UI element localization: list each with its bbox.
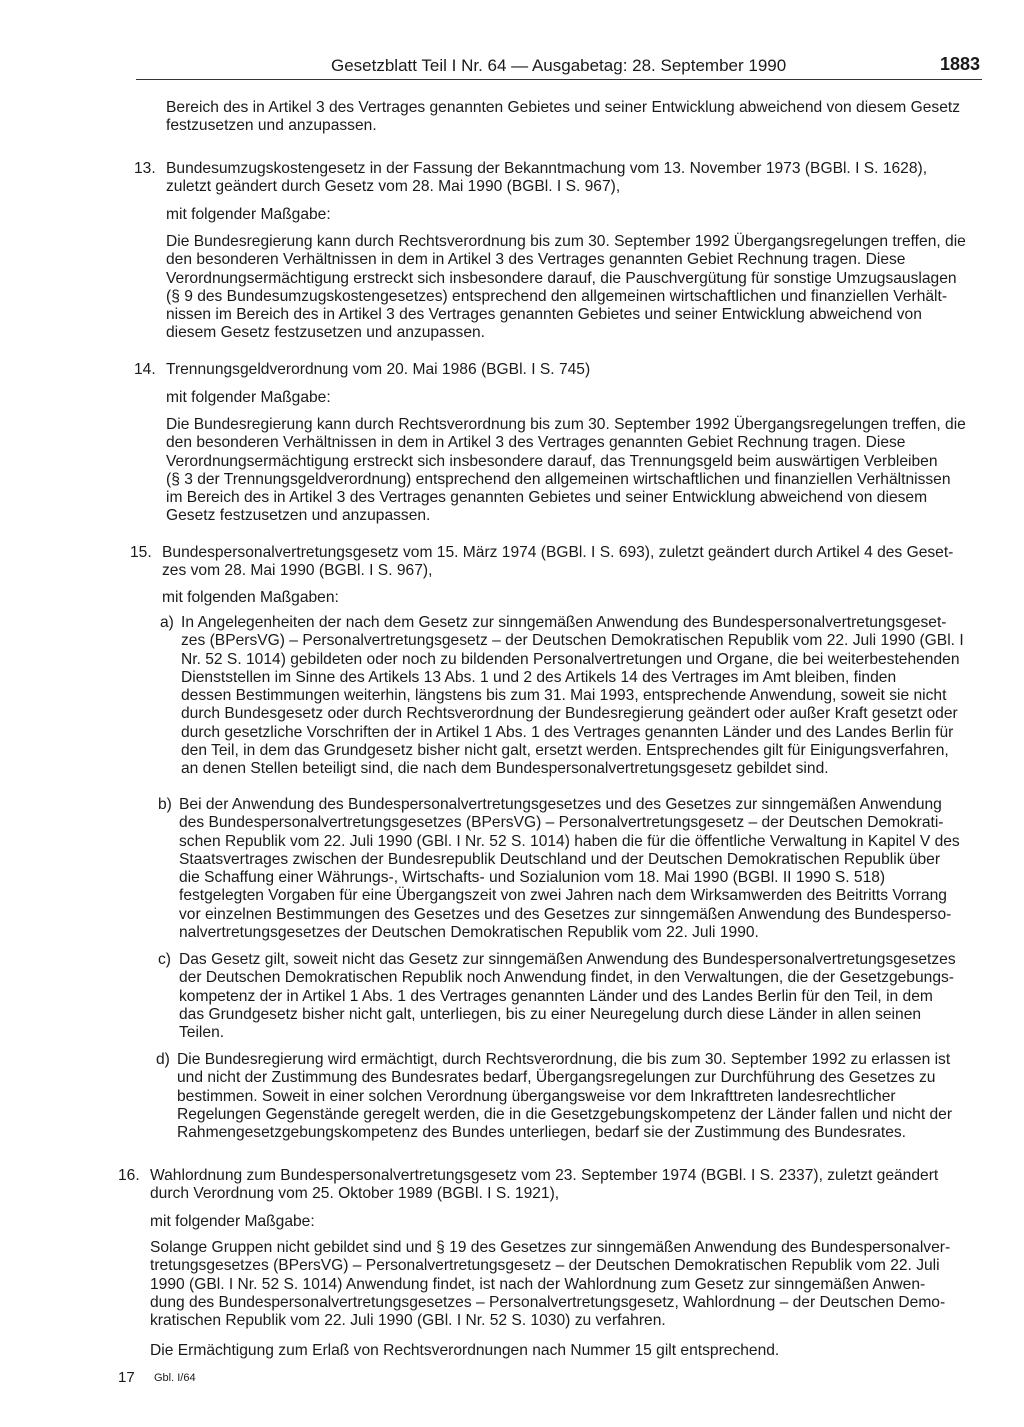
item-number: 15. [130,544,152,561]
text-line: mit folgender Maßgabe: [150,1213,315,1230]
gazette-title: Gesetzblatt Teil I Nr. 64 — Ausgabetag: 28. September 1990 [331,56,787,75]
text-line: der Deutschen Demokratischen Republik noch Anwendung findet, in den Verwaltungen, die der Gesetzgebungs- [179,969,954,987]
text-line: zes vom 28. Mai 1990 (BGBl. I S. 967), [162,562,433,580]
page-number: 1883 [939,54,980,74]
item-16-title [150,1167,972,1204]
text-line: Bundespersonalvertretungsgesetz vom 15. März 1974 (BGBl. I S. 693), zuletzt geändert durch Artikel 4 des Geset- [162,544,954,561]
text-line: schen Republik vom 22. Juli 1990 (GBl. I Nr. 52 S. 1014) haben die für die öffentliche Verwaltung in Kapitel V des [179,832,960,850]
text-line: den Teil, in dem das Grundgesetz bisher nicht galt, ersetzt werden. Entsprechendes gilt für Einigungsverfahren, [181,742,949,760]
item-13-intro [166,206,981,224]
text-line: kompetenz der in Artikel 1 Abs. 1 des Vertrages genannten Länder und des Landes Berlin für den Teil, in dem [179,987,933,1005]
item-13-body [166,233,981,343]
item-14-title [166,361,981,379]
item-15d-text [177,1051,972,1142]
item-14-body [166,416,981,526]
text-line: das Grundgesetz bisher nicht galt, unterliegen, bis zu einer Neuregelung durch diese Länder in allen seinen [179,1005,922,1023]
text-line: mit folgender Maßgabe: [166,389,331,406]
item-number: 14. [134,361,156,378]
text-line: Rahmengesetzgebungskompetenz des Bundes unterliegen, bedarf sie der Zustimmung des Bundesrates. [177,1124,907,1142]
footer-code: Gbl. I/64 [154,1372,196,1384]
item-15b-text [179,796,974,942]
continuation-paragraph [166,99,981,136]
item-number: 16. [118,1167,140,1184]
text-line: Staatsvertrages zwischen der Bundesrepublik Deutschland und der Deutschen Demokratischen Republik über [179,850,941,868]
text-line: an denen Stellen beteiligt sind, die nach dem Bundespersonalvertretungsgesetz gebildet sind. [181,760,829,778]
item-16-closing [150,1342,972,1360]
text-line: Bundesumzugskostengesetz in der Fassung der Bekanntmachung vom 13. November 1973 (BGBl. I S. 1628), [166,160,928,177]
subitem-label: d) [156,1051,170,1068]
text-line: und nicht der Zustimmung des Bundesrates bedarf, Übergangsregelungen zur Durchführung des Gesetzes zu [177,1069,936,1087]
text-line: dessen Bestimmungen weiterhin, längstens bis zum 31. Mai 1993, entsprechende Anwendung, soweit sie nicht [181,687,947,705]
item-15c-text [179,951,974,1042]
text-line: Gesetz festzusetzen und anzupassen. [166,507,431,525]
subitem-label: b) [158,796,172,813]
item-16-body [150,1239,972,1330]
text-line: Die Bundesregierung wird ermächtigt, durch Rechtsverordnung, die bis zum 30. September 1992 zu erlassen ist [177,1051,951,1068]
text-line: Wahlordnung zum Bundespersonalvertretungsgesetz vom 23. September 1974 (BGBl. I S. 2337), zuletzt geändert [150,1167,939,1184]
text-line: Die Bundesregierung kann durch Rechtsverordnung bis zum 30. September 1992 Übergangsregelungen treffen, die [166,416,966,433]
text-line: zuletzt geändert durch Gesetz vom 28. Mai 1990 (BGBl. I S. 967), [166,178,621,196]
text-line: den besonderen Verhältnissen in dem in Artikel 3 des Vertrages genannten Gebiet Rechnung tragen. Diese [166,434,906,452]
subitem-label: a) [160,614,174,631]
text-line: Verordnungsermächtigung erstreckt sich insbesondere darauf, die Pauschvergütung für sonstige Umzugsauslagen [166,269,957,287]
text-line: In Angelegenheiten der nach dem Gesetz zur sinngemäßen Anwendung des Bundespersonalvertretungsgeset- [181,614,947,631]
text-line: kratischen Republik vom 22. Juli 1990 (GBl. I Nr. 52 S. 1030) zu verfahren. [150,1312,666,1330]
text-line: Die Ermächtigung zum Erlaß von Rechtsverordnungen nach Nummer 15 gilt entsprechend. [150,1342,780,1359]
page-header [136,54,982,80]
item-15a-text [181,614,976,779]
text-line: 1990 (GBl. I Nr. 52 S. 1014) Anwendung findet, ist nach der Wahlordnung zum Gesetz zur sinngemäßen Anwen- [150,1275,926,1293]
text-line: mit folgenden Maßgaben: [162,589,339,606]
text-line: Bei der Anwendung des Bundespersonalvertretungsgesetzes und des Gesetzes zur sinngemäßen Anwendung [179,796,942,813]
text-line: dung des Bundespersonalvertretungsgesetzes – Personalvertretungsgesetz, Wahlordnung – der Deutschen Demo- [150,1293,946,1311]
text-line: nissen im Bereich des in Artikel 3 des Vertrages genannten Gebietes und seiner Entwicklung abweichend von [166,306,922,324]
text-line: nalvertretungsgesetzes der Deutschen Demokratischen Republik vom 22. Juli 1990. [179,924,759,942]
text-line: vor einzelnen Bestimmungen des Gesetzes und des Gesetzes zur sinngemäßen Anwendung des Bundesperso- [179,905,952,923]
header-rule [136,79,982,80]
text-line: Trennungsgeldverordnung vom 20. Mai 1986 (BGBl. I S. 745) [166,361,591,378]
item-number: 13. [134,160,156,177]
text-line: im Bereich des in Artikel 3 des Vertrages genannten Gebietes und seiner Entwicklung abweichend von diesem [166,489,928,507]
text-line: durch Bundesgesetz oder durch Rechtsverordnung der Bundesregierung geändert oder außer Kraft gesetzt oder [181,705,958,723]
text-line: des Bundespersonalvertretungsgesetzes (BPersVG) – Personalvertretungsgesetz – der Deutschen Demokrati- [179,814,944,832]
subitem-label: c) [158,951,171,968]
item-14-intro [166,389,981,407]
item-15-intro [162,589,977,607]
text-line: Regelungen Gegenstände geregelt werden, die in die Gesetzgebungskompetenz der Länder fallen und nicht der [177,1105,953,1123]
text-line: Dienststellen im Sinne des Artikels 13 Abs. 1 und 2 des Artikels 14 des Vertrages im Amt bleiben, finden [181,668,897,686]
text-line: durch Verordnung vom 25. Oktober 1989 (BGBl. I S. 1921), [150,1185,560,1203]
item-16-intro [150,1213,972,1231]
text-line: festzusetzen und anzupassen. [166,117,377,135]
item-13-title [166,160,981,197]
text-line: Teilen. [179,1024,225,1042]
text-line: tretungsgesetzes (BPersVG) – Personalvertretungsgesetz – der Deutschen Demokratischen Republik vom 22. Juli [150,1257,940,1275]
text-line: festgelegten Vorgaben für eine Übergangszeit von zwei Jahren nach dem Wirksamwerden des Beitritts Vorrang [179,887,947,905]
text-line: Solange Gruppen nicht gebildet sind und § 19 des Gesetzes zur sinngemäßen Anwendung des Bundespersonalver- [150,1239,951,1256]
text-line: den besonderen Verhältnissen in dem in Artikel 3 des Vertrages genannten Gebiet Rechnung tragen. Diese [166,251,906,269]
text-line: (§ 9 des Bundesumzugskostengesetzes) entsprechend den allgemeinen wirtschaftlichen und finanziellen Verhält- [166,287,948,305]
text-line: Nr. 52 S. 1014) gebildeten oder noch zu bildenden Personalvertretungen und Organe, die bei weiterbestehenden [181,650,960,668]
text-line: Verordnungsermächtigung erstreckt sich insbesondere darauf, das Trennungsgeld beim auswärtigen Verbleiben [166,452,938,470]
item-15-title [162,544,977,581]
text-line: Das Gesetz gilt, soweit nicht das Gesetz zur sinngemäßen Anwendung des Bundespersonalvertretungsgesetzes [179,951,956,968]
text-line: die Schaffung einer Währungs-, Wirtschafts- und Sozialunion vom 18. Mai 1990 (BGBl. II 1990 S. 518) [179,869,886,887]
footer-sheet-number: 17 [118,1369,135,1386]
text-line: (§ 3 der Trennungsgeldverordnung) entsprechend den allgemeinen wirtschaftlichen und finanziellen Verhältnissen [166,470,951,488]
text-line: bestimmen. Soweit in einer solchen Verordnung übergangsweise vor dem Inkrafttreten landesrechtlicher [177,1087,896,1105]
text-line: durch gesetzliche Vorschriften der in Artikel 1 Abs. 1 des Vertrages genannten Länder und des Landes Berlin für [181,723,954,741]
text-line: diesem Gesetz festzusetzen und anzupassen. [166,324,485,342]
text-line: Die Bundesregierung kann durch Rechtsverordnung bis zum 30. September 1992 Übergangsregelungen treffen, die [166,233,966,250]
text-line: zes (BPersVG) – Personalvertretungsgesetz – der Deutschen Demokratischen Republik vom 22. Juli 1990 (GBl. I [181,632,964,650]
text-line: mit folgender Maßgabe: [166,206,331,223]
text-line: Bereich des in Artikel 3 des Vertrages genannten Gebietes und seiner Entwicklung abweichend von diesem Gesetz [166,99,961,116]
